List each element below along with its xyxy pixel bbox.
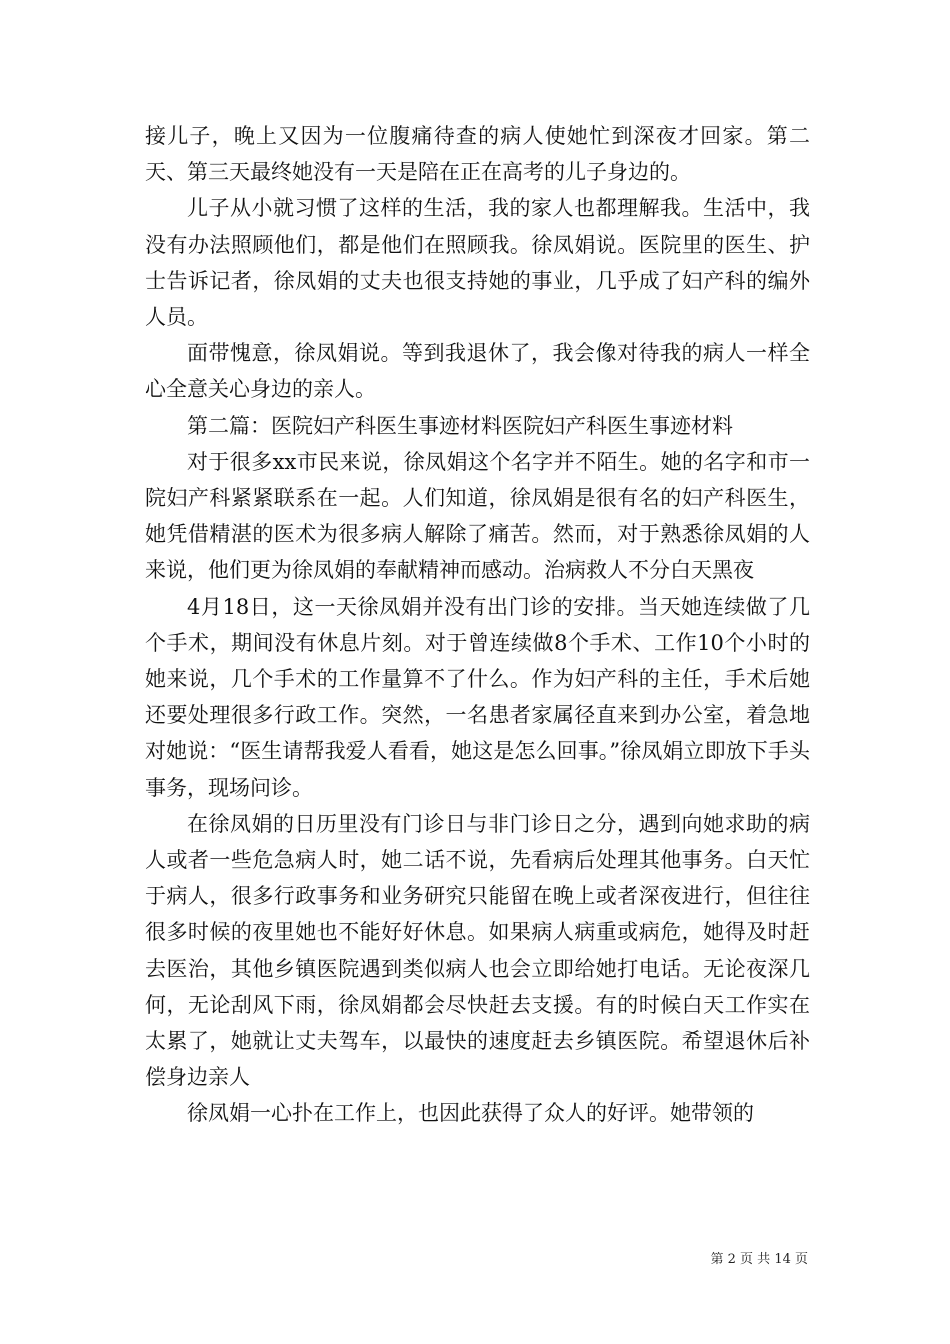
paragraph: 徐凤娟一心扑在工作上，也因此获得了众人的好评。她带领的 <box>187 1101 754 1126</box>
paragraph-continuation: 接儿子，晚上又因为一位腹痛待查的病人使她忙到深夜才回家。第二天、第三天最终她没有一天是陪在正在高考的儿子身边的。 <box>145 124 810 185</box>
section-heading: 第二篇：医院妇产科医生事迹材料医院妇产科医生事迹材料 <box>187 413 733 438</box>
page-number-footer: 第 2 页 共 14 页 <box>710 1252 808 1267</box>
paragraph: 面带愧意，徐凤娟说。等到我退休了，我会像对待我的病人一样全心全意关心身边的亲人。 <box>145 341 810 402</box>
paragraph: 儿子从小就习惯了这样的生活，我的家人也都理解我。生活中，我没有办法照顾他们，都是他们在照顾我。徐凤娟说。医院里的医生、护士告诉记者，徐凤娟的丈夫也很支持她的事业，几乎成了妇产科的编外人员。 <box>145 196 810 330</box>
paragraph: 在徐凤娟的日历里没有门诊日与非门诊日之分，遇到向她求助的病人或者一些危急病人时，她二话不说，先看病后处理其他事务。白天忙于病人，很多行政事务和业务研究只能留在晚上或者深夜进行，但往往很多时候的夜里她也不能好好休息。如果病人病重或病危，她得及时赶去医治，其他乡镇医院遇到类似病人也会立即给她打电话。无论夜深几何，无论刮风下雨，徐凤娟都会尽快赶去支援。有的时候白天工作实在太累了，她就让丈夫驾车，以最快的速度赶去乡镇医院。希望退休后补偿身边亲人 <box>145 811 810 1090</box>
document-body <box>145 118 810 1132</box>
paragraph: 4月18日，这一天徐凤娟并没有出门诊的安排。当天她连续做了几个手术，期间没有休息片刻。对于曾连续做8个手术、工作10个小时的她来说，几个手术的工作量算不了什么。作为妇产科的主任，手术后她还要处理很多行政工作。突然，一名患者家属径直来到办公室，着急地对她说：“医生请帮我爱人看看，她这是怎么回事。”徐凤娟立即放下手头事务，现场问诊。 <box>145 594 810 800</box>
paragraph: 对于很多xx市民来说，徐凤娟这个名字并不陌生。她的名字和市一院妇产科紧紧联系在一起。人们知道，徐凤娟是很有名的妇产科医生，她凭借精湛的医术为很多病人解除了痛苦。然而，对于熟悉徐凤娟的人来说，他们更为徐凤娟的奉献精神而感动。治病救人不分白天黑夜 <box>145 449 810 583</box>
